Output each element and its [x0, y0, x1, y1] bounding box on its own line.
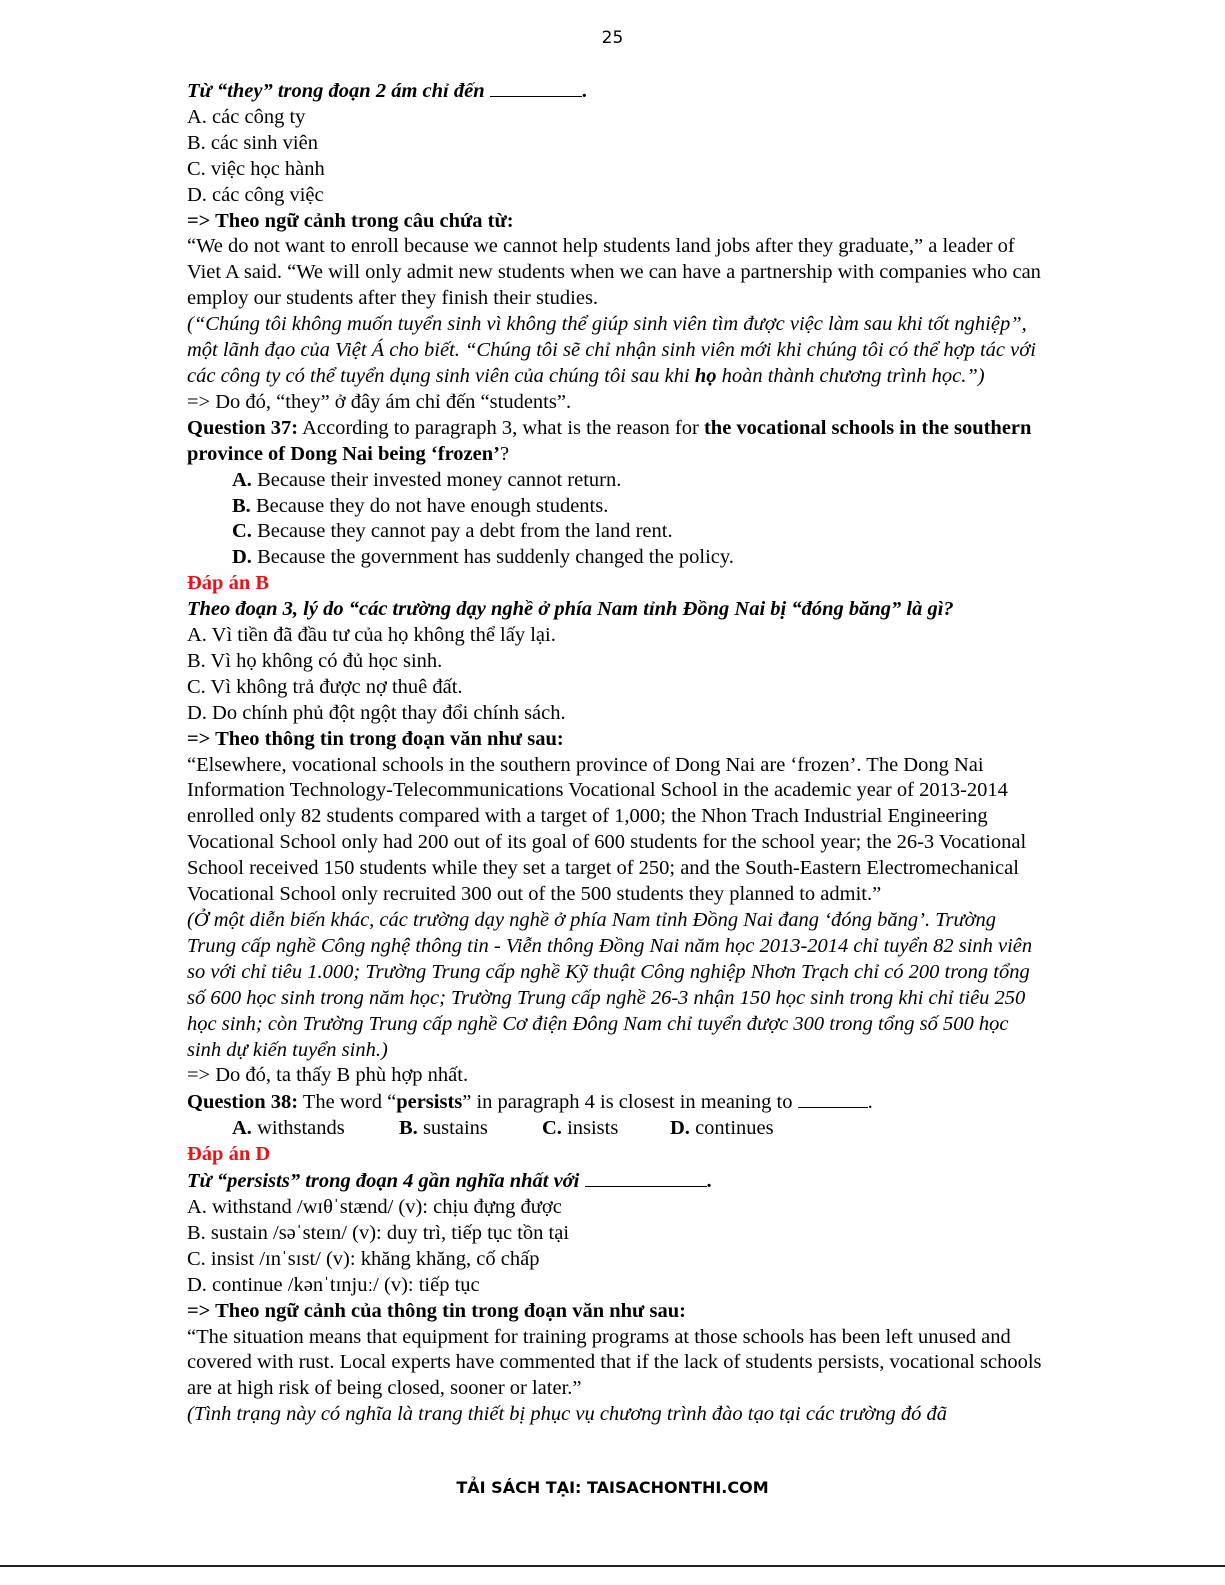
q38-option-d: [670, 1116, 774, 1142]
q38-text-end: .: [867, 1091, 873, 1114]
answer-blank: [798, 1089, 868, 1108]
answer-blank: [490, 78, 582, 97]
q36-quote-vi-bold: họ: [694, 364, 717, 387]
bottom-divider: [0, 1565, 1225, 1567]
q38-question: [187, 1089, 1047, 1116]
q37-text-bold: the vocational schools in the southern province of Dong Nai being ‘frozen’: [187, 416, 1032, 465]
q37-vi-option-a: A. Vì tiền đã đầu tư của họ không thể lấy lại.: [187, 624, 556, 647]
q37-option-d: [187, 545, 1047, 571]
q37-option-a: [187, 468, 1047, 494]
option-letter: B.: [399, 1117, 418, 1140]
q38-vi-option-a: A. withstand /wɪθˈstænd/ (v): chịu đựng được: [187, 1195, 562, 1218]
q38-option-b: [399, 1116, 542, 1142]
q36-quote-vi-after: hoàn thành chương trình học.”): [721, 364, 985, 387]
option-letter: B.: [232, 494, 251, 517]
q38-vi-question-text: Từ “persists” trong đoạn 4 gần nghĩa nhất với: [187, 1170, 580, 1193]
q37-option-b: [187, 494, 1047, 520]
q37-option-c: [187, 519, 1047, 545]
option-text: withstands: [257, 1117, 345, 1140]
q36-option-a: A. các công ty: [187, 105, 306, 128]
q36-quote-vi: [187, 312, 1047, 390]
q37-vi-option-d: D. Do chính phủ đột ngột thay đổi chính sách.: [187, 701, 566, 724]
q37-vi-option-c: C. Vì không trả được nợ thuê đất.: [187, 675, 463, 698]
q37-vi-option-b: B. Vì họ không có đủ học sinh.: [187, 649, 443, 672]
q38-label: Question 38:: [187, 1091, 299, 1114]
q36-option-b: B. các sinh viên: [187, 131, 318, 154]
q36-vi-question-text: Từ “they” trong đoạn 2 ám chỉ đến: [187, 80, 485, 102]
q38-vi-option-b: B. sustain /səˈsteɪn/ (v): duy trì, tiếp tục tồn tại: [187, 1221, 570, 1244]
option-text: Because their invested money cannot return.: [257, 468, 622, 491]
q38-vi-question-end: .: [706, 1170, 712, 1193]
answer-blank: [585, 1168, 707, 1187]
q36-conclusion: => Do đó, “they” ở đây ám chỉ đến “students”.: [187, 390, 572, 413]
option-text: Because they do not have enough students.: [255, 494, 609, 517]
q38-vi-option-d: D. continue /kənˈtɪnjuː/ (v): tiếp tục: [187, 1273, 480, 1296]
q38-text-before: The word “: [302, 1091, 397, 1114]
q37-text-before: According to paragraph 3, what is the reason for: [302, 416, 699, 439]
option-text: continues: [695, 1117, 774, 1140]
option-text: insists: [567, 1117, 619, 1140]
q37-answer: Đáp án B: [187, 572, 270, 595]
q36-quote-vi-before: (“Chúng tôi không muốn tuyển sinh vì không thể giúp sinh viên tìm được việc làm sau khi tốt nghiệp”, một lãnh đạo của Việt Á cho biết. “Chúng tôi sẽ chỉ nhận sinh viên mới khi chúng tôi có thể hợp tác với các công ty có thể tuyển dụng sinh viên của chúng tôi sau khi: [187, 313, 1036, 387]
q36-option-c: C. việc học hành: [187, 157, 325, 180]
option-letter: C.: [232, 520, 252, 543]
option-letter: C.: [542, 1117, 562, 1140]
q38-option-a: [232, 1116, 399, 1142]
option-text: Because the government has suddenly changed the policy.: [257, 546, 734, 569]
page-number: 25: [601, 28, 624, 48]
q37-quote-en: “Elsewhere, vocational schools in the southern province of Dong Nai are ‘frozen’. The Dong Nai Information Technology-Telecommunications Vocational School in the academic year of 2013-2014 enrolled only 82 students compared with a target of 1,000; the Nhon Trach Industrial Engineering Vocational School only had 200 out of its goal of 600 students for the school year; the 26-3 Vocational School received 150 students while they set a target of 250; and the South-Eastern Electromechanical Vocational School only recruited 300 out of the 500 students they planned to admit.”: [187, 753, 1027, 906]
q38-text-bold: persists: [396, 1091, 463, 1114]
q37-vi-question: Theo đoạn 3, lý do “các trường dạy nghề ở phía Nam tỉnh Đồng Nai bị “đóng băng” là gì?: [187, 598, 954, 621]
option-letter: D.: [670, 1117, 690, 1140]
q37-info-heading: => Theo thông tin trong đoạn văn như sau:: [187, 727, 564, 750]
option-text: Because they cannot pay a debt from the land rent.: [257, 520, 673, 543]
q38-option-c: [542, 1116, 670, 1142]
q36-context-heading: => Theo ngữ cảnh trong câu chứa từ:: [187, 209, 514, 232]
q38-quote-en: “The situation means that equipment for training programs at those schools has been left unused and covered with rust. Local experts have commented that if the lack of students persists, vocational schools are at high risk of being closed, sooner or later.”: [187, 1325, 1042, 1400]
option-letter: D.: [232, 546, 252, 569]
q38-options-row: [187, 1116, 1047, 1142]
option-letter: A.: [232, 468, 252, 491]
q37-quote-vi: (Ở một diễn biến khác, các trường dạy nghề ở phía Nam tỉnh Đồng Nai đang ‘đóng băng’. Trường Trung cấp nghề Công nghệ thông tin - Viễn thông Đồng Nai năm học 2013-2014 chỉ tuyển 82 sinh viên so với chỉ tiêu 1.000; Trường Trung cấp nghề Kỹ thuật Công nghiệp Nhơn Trạch chỉ có 200 trong tổng số 600 học sinh trong năm học; Trường Trung cấp nghề 26-3 nhận 150 học sinh trong khi chỉ tiêu 250 học sinh; còn Trường Trung cấp nghề Cơ điện Đông Nam chỉ tuyển được 300 trong tổng số 500 học sinh dự kiến tuyển sinh.): [187, 909, 1033, 1061]
q37-question: [187, 416, 1047, 468]
q37-conclusion: => Do đó, ta thấy B phù hợp nhất.: [187, 1064, 469, 1087]
q36-vi-question: [187, 78, 1047, 105]
q38-vi-question: [187, 1168, 1047, 1195]
option-text: sustains: [422, 1117, 488, 1140]
q37-text-after: ?: [500, 442, 510, 465]
q36-option-d: D. các công việc: [187, 183, 324, 206]
option-letter: A.: [232, 1117, 252, 1140]
q36-title-end: .: [581, 80, 587, 102]
document-body: [187, 78, 1047, 1428]
q36-quote-en: “We do not want to enroll because we cannot help students land jobs after they graduate,” a leader of Viet A said. “We will only admit new students when we can have a partnership with companies who can employ our students after they finish their studies.: [187, 235, 1041, 310]
q38-vi-option-c: C. insist /ɪnˈsɪst/ (v): khăng khăng, cố chấp: [187, 1247, 540, 1270]
q38-context-heading: => Theo ngữ cảnh của thông tin trong đoạn văn như sau:: [187, 1299, 686, 1322]
q37-label: Question 37:: [187, 416, 299, 439]
q38-quote-vi: (Tình trạng này có nghĩa là trang thiết bị phục vụ chương trình đào tạo tại các trường đó đã: [187, 1403, 947, 1426]
q38-answer: Đáp án D: [187, 1143, 271, 1166]
footer-download-link: TẢI SÁCH TẠI: TAISACHONTHI.COM: [456, 1478, 769, 1497]
q38-text-after: ” in paragraph 4 is closest in meaning to: [462, 1091, 793, 1114]
